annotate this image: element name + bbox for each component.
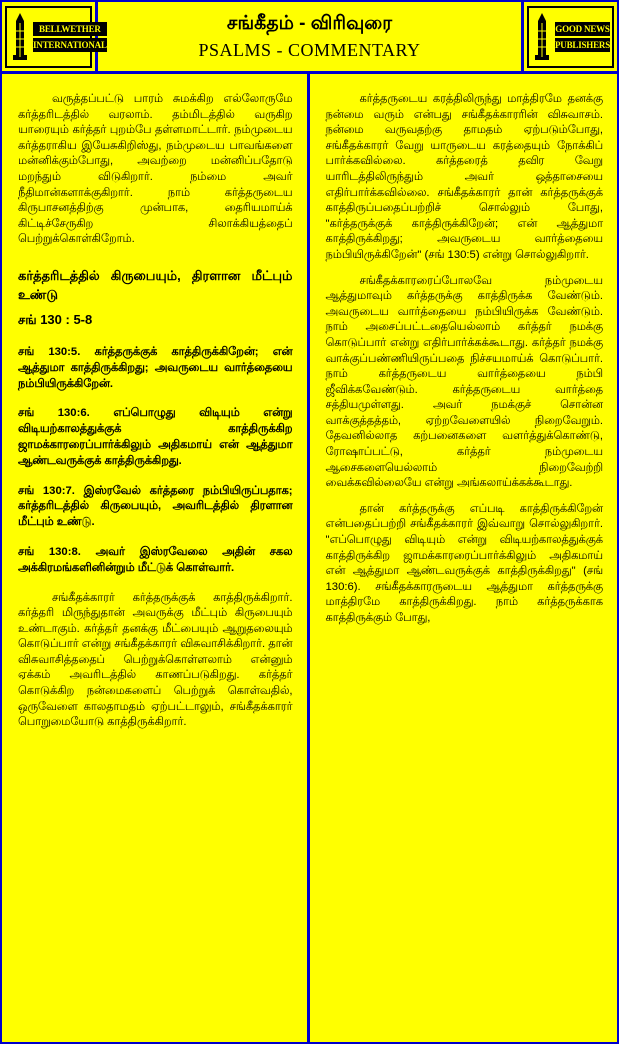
logo-right-line1: GOOD NEWS: [555, 23, 610, 34]
logo-left-line1: BELLWETHER: [33, 22, 107, 36]
page-body: [2, 74, 617, 1042]
paragraph: கர்த்தருடைய கரத்திலிருந்து மாத்திரமே தனக்கு நன்மை வரும் என்பது சங்கீதக்காரரின் விசுவாசம். நன்மை வருவதற்கு தாமதம் ஏற்படும்போது, சங்கீதக்காரர் வேறு யாருடைய கரத்தையும் நோக்கிப் பார்க்கவில்லை. கர்த்தரைத் தவிர வேறு யாரிடத்திலிருந்தும் அவர் ஒத்தாசையை எதிர்பார்க்கவில்லை. சங்கீதக்காரர் தான் கர்த்தருக்குக் காத்திருப்பதைப்பற்றிச் சொல்லும் போது, "கர்த்தருக்குக் காத்திருக்கிறேன்; என் ஆத்துமா காத்திருக்கிறது; அவருடைய வார்த்தையை நம்பியிருக்கிறேன்" (சங் 130:5) என்று சொல்லுகிறார்.: [325, 93, 603, 261]
page-header: [2, 2, 617, 74]
verse-130-6: சங் 130:6. எப்பொழுது விடியும் என்று விடியற்காலத்துக்குக் காத்திருக்கிற ஜாமக்காரரைப்பார்க்கிலும் அதிகமாய் என் ஆத்துமா ஆண்டவருக்குக் காத்திருக்கிறது.: [18, 407, 293, 467]
paragraph: வருத்தப்பட்டு பாரம் சுமக்கிற எல்லோருமே கர்த்தரிடத்தில் வரலாம். தம்மிடத்தில் வருகிற யாரையும் கர்த்தர் புறம்பே தள்ளமாட்டார். நம்முடைய கர்த்தராகிய இயேசுகிறிஸ்து, நம்முடைய பாவங்களை மன்னிக்கும்போது, அவற்றை மன்னிப்பதோடு மறந்தும் விடுகிறார். நம்மை அவர் நீதிமான்களாக்குகிறார். நாம் கர்த்தருடைய கிருபாசனத்திற்கு முன்பாக, தைரியமாய்க் கிட்டிச்சேருகிற சிலாக்கியத்தைப் பெற்றுக்கொள்கிறோம்.: [18, 93, 293, 246]
verse-130-8: சங் 130:8. அவர் இஸ்ரவேலை அதின் சகல அக்கிரமங்களினின்றும் மீட்டுக் கொள்வார்.: [18, 545, 293, 574]
tower-icon: [529, 8, 555, 66]
logo-right-line2: PUBLISHERS: [555, 39, 611, 50]
publisher-logo-left: [2, 2, 107, 71]
paragraph: தான் கர்த்தருக்கு எப்படி காத்திருக்கிறேன் என்பதைப்பற்றி சங்கீதக்காரர் இவ்வாறு சொல்லுகிறார். "எப்பொழுது விடியும் என்று விடியற்காலத்துக்குக் காத்திருக்கிற ஜாமக்காரரைப்பார்க்கிலும் அதிகமாய் என் ஆத்துமா ஆண்டவருக்குக் காத்திருக்கிறது" (சங் 130:6). சங்கீதக்காரருடைய ஆத்துமா கர்த்தருக்கு மாத்திரமே காத்திருக்கிறது. நாம் கர்த்தருக்காக காத்திருக்கும் போது,: [325, 502, 603, 624]
page-title: [98, 2, 521, 71]
left-column: [2, 74, 310, 1042]
paragraph: சங்கீதக்காரர் கர்த்தருக்குக் காத்திருக்கிறார். கர்த்தரி மிருந்துதான் அவருக்கு மீட்பும் கிருபையும் உண்டாகும். கர்த்தர் தனக்கு மீட்பையும் ஆறுதலையும் கொடுப்பார் என்று சங்கீதக்காரர் விசுவாசிக்கிறார். தான் விசுவாசித்ததைப் பெற்றுக்கொள்ளலாம் என்னும் ஏக்கம் அவரிடத்தில் காணப்படுகிறது. கர்த்தர் கொடுக்கிற நன்மைகளைப் பெற்றுக் கொள்வதில், ஒருவேளை காலதாமதம் ஏற்பட்டாலும், சங்கீதக்காரர் பொறுமையோடு காத்திருக்கிறார்.: [18, 591, 293, 729]
tower-icon: [7, 8, 33, 66]
verse-130-5: சங் 130:5. கர்த்தருக்குக் காத்திருக்கிறேன்; என் ஆத்துமா காத்திருக்கிறது; அவருடைய வார்த்தையை நம்பியிருக்கிறேன்.: [18, 345, 293, 390]
section-reference: சங் 130 : 5-8: [18, 311, 93, 327]
page-title-tamil: சங்கீதம் - விரிவுரை: [226, 12, 393, 34]
section-heading: கர்த்தரிடத்தில் கிருபையும், திரளான மீட்பும் உண்டு: [18, 267, 293, 302]
paragraph: சங்கீதக்காரரைப்போலவே நம்முடைய ஆத்துமாவும் கர்த்தருக்கு காத்திருக்க வேண்டும். அவருடைய வார்த்தையை நம்பியிருக்க வேண்டும். நாம் அசைப்பட்டதையெல்லாம் கர்த்தர் நமக்கு கொடுப்பார் என்று எதிர்பார்க்கக்கூடாது. கர்த்தர் நமக்கு வாக்குப்பண்ணியிருப்பதை நிச்சயமாய்க் கொடுப்பார். நாம் கர்த்தருடைய வார்த்தையை நம்பி ஜீவிக்கவேண்டும். கர்த்தருடைய வார்த்தை சத்தியமுள்ளது. அவர் நமக்குச் சொன்ன வாக்குத்தத்தம், ஏற்றவேளையில் நிறைவேறும். தேவனில்லாத கற்பனைகளை வளர்த்துக்கொண்டு, ரோஷாப்பட்டு, கர்த்தர் நம்முடைய ஆசைகளையெல்லாம் நிறைவேற்றி வைக்கவில்லையே என்று அங்கலாய்க்கக்கூடாது.: [325, 274, 603, 490]
logo-left-line2: INTERNATIONAL: [33, 39, 107, 50]
publisher-logo-right: [521, 2, 617, 71]
page-title-english: PSALMS - COMMENTARY: [198, 39, 421, 60]
right-column: [310, 74, 618, 1042]
verse-130-7: சங் 130:7. இஸ்ரவேல் கர்த்தரை நம்பியிருப்பதாக; கர்த்தரிடத்தில் கிருபையும், அவரிடத்தில் திரளான மீட்பும் உண்டு.: [18, 484, 293, 529]
